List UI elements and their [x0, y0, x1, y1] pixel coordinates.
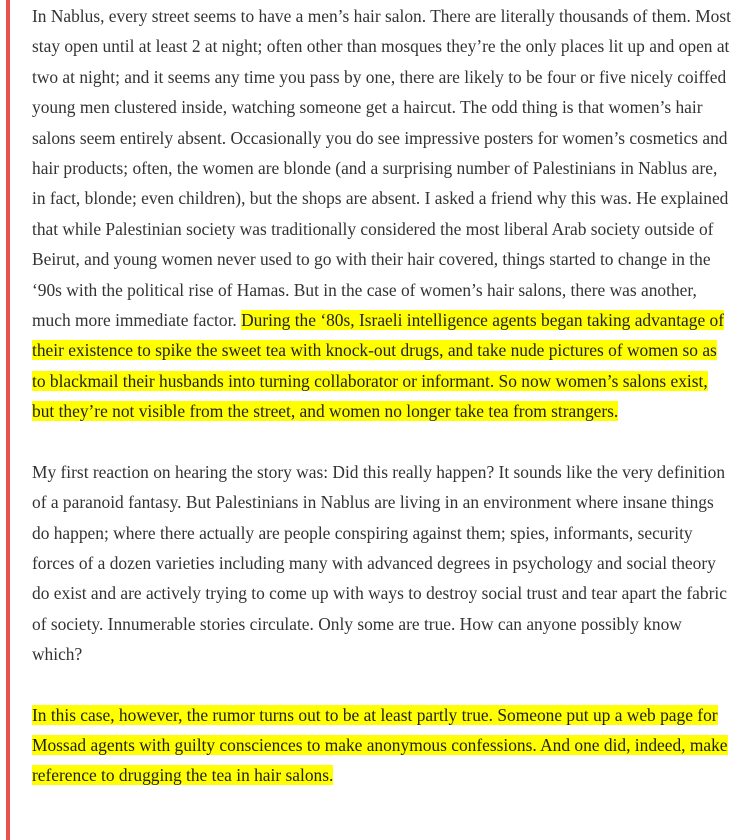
- highlighted-text-mossad-confession: In this case, however, the rumor turns out to be at least partly true. Someone put up a web page for Mossad agents with guilty consciences to make anonymous confessions. And one did, indeed, make reference to drugging the tea in hair salons.: [32, 704, 728, 786]
- paragraph-rumor-true: [32, 700, 732, 791]
- paragraph-first-reaction: My first reaction on hearing the story was: Did this really happen? It sounds like the very definition of a paranoid fantasy. But Palestinians in Nablus are living in an environment where insane things do happen; where there actually are people conspiring against them; spies, informants, security forces of a dozen varieties including many with advanced degrees in psychology and social theory do exist and are actively trying to come up with ways to destroy social trust and tear apart the fabric of society. Innumerable stories circulate. Only some are true. How can anyone possibly know which?: [32, 461, 727, 665]
- paragraph-1-text: In Nablus, every street seems to have a men’s hair salon. There are literally thousands of them. Most stay open until at least 2 at night; often other than mosques they’re the only places lit up and open at two at night; and it seems any time you pass by one, there are likely to be four or five nicely coiffed young men clustered inside, watching someone get a haircut. The odd thing is that women’s hair salons seem entirely absent. Occasionally you do see impressive posters for women’s cosmetics and hair products; often, the women are blonde (and a surprising number of Palestinians in Nablus are, in fact, blonde; even children), but the shops are absent. I asked a friend why this was. He explained that while Palestinian society was traditionally considered the most liberal Arab society outside of Beirut, and young women never used to go with their hair covered, things started to change in the ‘90s with the political rise of Hamas. But in the case of women’s hair salons, there was another, much more immediate factor.: [32, 6, 731, 331]
- quote-accent-bar: [6, 0, 10, 840]
- quote-body: [32, 0, 732, 791]
- highlighted-text-80s-intelligence: During the ‘80s, Israeli intelligence agents began taking advantage of their existence to spike the sweet tea with knock-out drugs, and take nude pictures of women so as to blackmail their husbands into turning collaborator or informant. So now women’s salons exist, but they’re not visible from the street, and women no longer take tea from strangers.: [32, 310, 725, 422]
- paragraph-nablus-salons: [32, 1, 732, 427]
